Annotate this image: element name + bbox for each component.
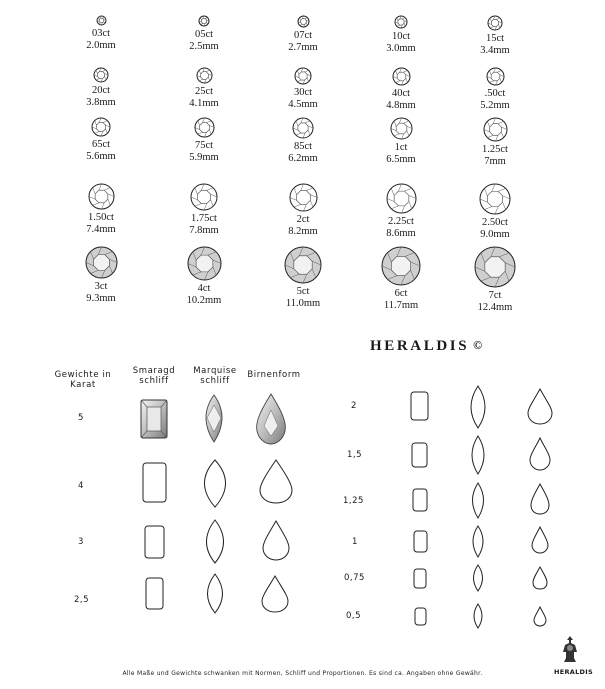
diameter-label: 5.6mm [86,151,116,162]
marquise-outline-0-5ct [474,604,482,628]
right-row-label: 0,5 [346,611,362,621]
carat-label: 4ct [197,283,211,294]
carat-label: 25ct [194,86,214,97]
carat-label: 10ct [391,31,411,42]
diameter-label: 7mm [484,156,506,167]
diameter-label: 7.4mm [86,224,116,235]
diameter-label: 12.4mm [477,302,513,313]
header-pear-shape: Birnenform [247,370,301,380]
carat-label: 03ct [91,28,111,39]
carat-label: 2.25ct [388,216,414,227]
diameter-label: 2.7mm [288,42,318,53]
diameter-label: 3.0mm [386,43,416,54]
right-row-label: 1,25 [343,496,364,506]
right-row-label: 1 [352,537,358,547]
right-row-label: 2 [351,401,357,411]
pear-outline-0-75ct [533,567,547,589]
pear-outline-3ct [263,521,289,560]
marquise-outline-0-75ct [474,565,483,591]
carat-label: 75ct [194,140,214,151]
diameter-label: 11.7mm [383,300,419,311]
marquise-outline-2-5ct [208,574,223,613]
pear-outline-1-25ct [531,484,549,514]
diameter-label: 7.8mm [189,225,219,236]
marquise-stone-5ct [206,395,222,442]
emerald-outline-0-75ct [414,569,426,588]
carat-label: 20ct [91,85,111,96]
pear-outline-0-5ct [534,607,546,626]
diameter-label: 3.8mm [86,97,116,108]
diameter-label: 5.2mm [480,100,510,111]
carat-label: .50ct [484,88,506,99]
header-emerald-cut: Smaragd schliff [132,366,176,386]
emerald-outline-1-25ct [413,489,427,511]
carat-label: 15ct [485,33,505,44]
diameter-label: 4.5mm [288,99,318,110]
diameter-label: 4.1mm [189,98,219,109]
heraldic-figure-icon [557,634,583,664]
carat-label: 1.75ct [191,213,217,224]
emerald-outline-0-5ct [415,608,426,625]
diameter-label: 6.5mm [386,154,416,165]
brand-title: HERALDIS © [370,338,485,354]
diameter-label: 8.6mm [386,228,416,239]
carat-label: 1.25ct [482,144,508,155]
carat-label: 30ct [293,87,313,98]
left-row-label: 2,5 [74,595,90,605]
diameter-label: 5.9mm [189,152,219,163]
diameter-label: 9.0mm [480,229,510,240]
header-weight: Gewichte in Karat [54,370,112,390]
marquise-outline-2ct [471,386,485,428]
emerald-outline-1ct [414,531,427,552]
diameter-label: 11.0mm [285,298,321,309]
pear-outline-2ct [528,389,552,424]
pear-outline-4ct [260,460,292,503]
carat-label: 1ct [394,142,408,153]
carat-label: 7ct [488,290,502,301]
emerald-outline-1-5ct [412,443,427,467]
emerald-outline-2ct [411,392,428,420]
carat-label: 05ct [194,29,214,40]
emerald-outline-3ct [145,526,164,558]
diameter-label: 6.2mm [288,153,318,164]
header-marquise-cut: Marquise schliff [193,366,237,386]
diameter-label: 4.8mm [386,100,416,111]
emerald-outline-2-5ct [146,578,163,609]
marquise-outline-4ct [205,460,226,507]
left-row-label: 3 [78,537,84,547]
marquise-outline-1-25ct [473,483,484,518]
diameter-label: 10.2mm [186,295,222,306]
pear-outline-2-5ct [262,576,288,612]
marquise-outline-1ct [473,526,483,557]
emerald-stone-5ct [141,400,167,438]
diameter-label: 2.5mm [189,41,219,52]
diameter-label: 2.0mm [86,40,116,51]
left-row-label: 5 [78,413,84,423]
carat-label: 85ct [293,141,313,152]
diameter-label: 3.4mm [480,45,510,56]
carat-label: 1.50ct [88,212,114,223]
right-row-label: 1,5 [347,450,363,460]
carat-label: 3ct [94,281,108,292]
carat-label: 2ct [296,214,310,225]
emerald-outline-4ct [143,463,166,502]
carat-label: 5ct [296,286,310,297]
left-row-label: 4 [78,481,84,491]
carat-label: 65ct [91,139,111,150]
carat-label: 07ct [293,30,313,41]
pear-outline-1-5ct [530,438,550,470]
carat-label: 2.50ct [482,217,508,228]
right-row-label: 0,75 [344,573,365,583]
marquise-outline-1-5ct [472,436,484,474]
heraldis-logo: HERALDIS [554,634,586,676]
diameter-label: 9.3mm [86,293,116,304]
marquise-outline-3ct [207,520,224,563]
pear-stone-5ct [257,394,286,444]
carat-label: 40ct [391,88,411,99]
carat-label: 6ct [394,288,408,299]
diameter-label: 8.2mm [288,226,318,237]
pear-outline-1ct [532,527,548,553]
disclaimer-footer: Alle Maße und Gewichte schwanken mit Normen, Schliff und Proportionen. Es sind ca. Angaben ohne Gewähr. [122,670,483,677]
